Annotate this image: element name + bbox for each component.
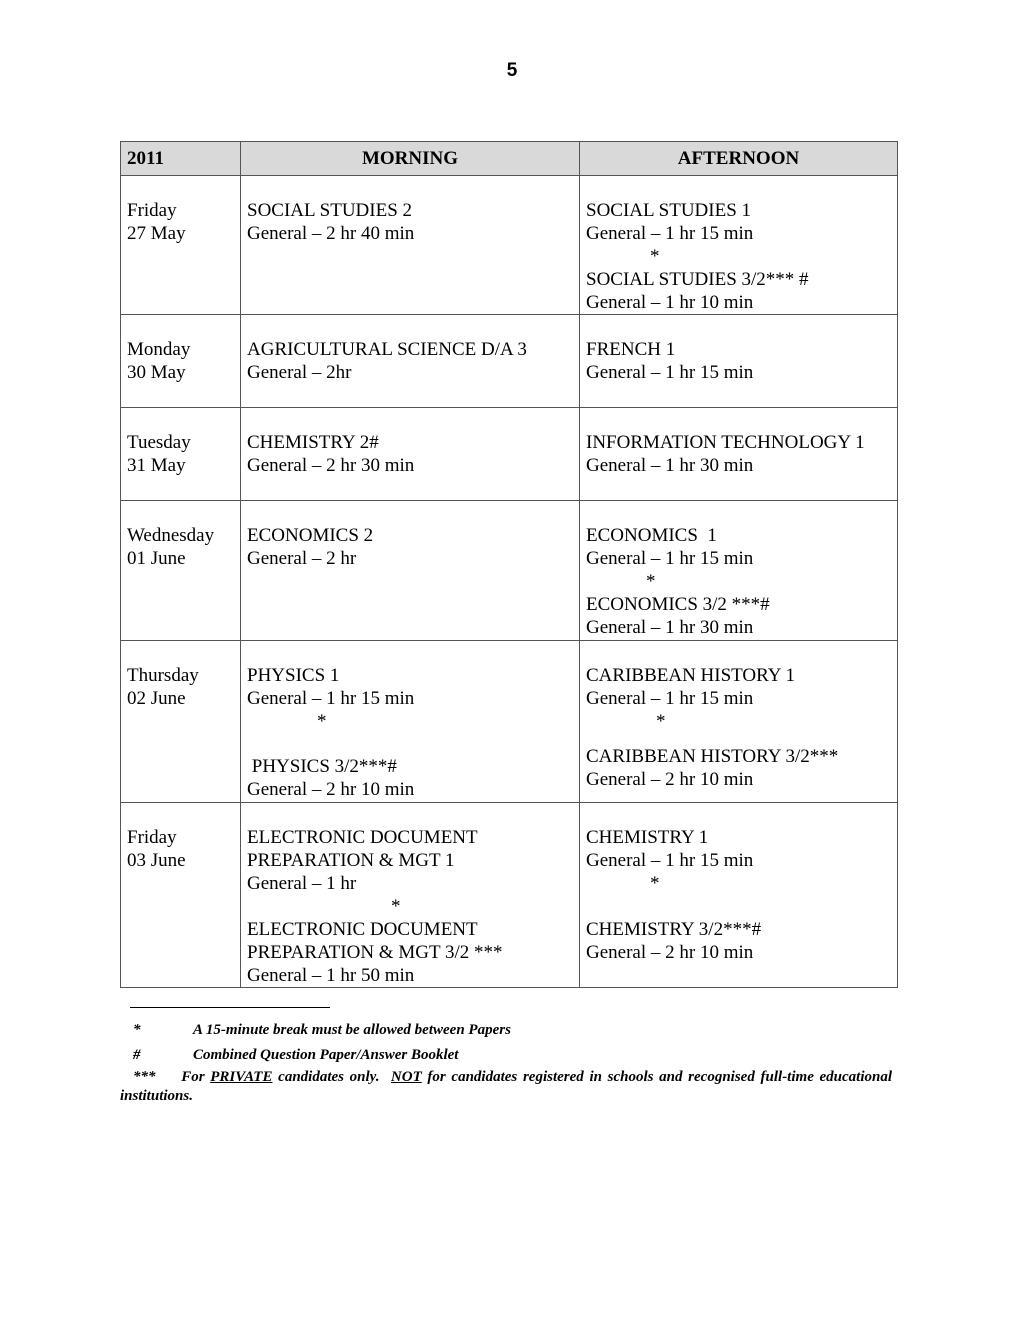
footnote-text: Combined Question Paper/Answer Booklet xyxy=(193,1047,459,1063)
morning-cell xyxy=(241,501,580,641)
day-date: 27 May xyxy=(127,223,186,244)
exam-subject: ELECTRONIC DOCUMENT xyxy=(247,919,478,940)
day-name: Thursday xyxy=(127,665,199,686)
footnote-symbol: * xyxy=(133,1022,141,1038)
day-cell xyxy=(121,641,241,803)
exam-duration: General – 1 hr 15 min xyxy=(586,548,754,569)
exam-subject: SOCIAL STUDIES 1 xyxy=(586,200,752,221)
exam-duration: General – 1 hr 15 min xyxy=(247,688,415,709)
day-name: Monday xyxy=(127,339,191,360)
break-marker: * xyxy=(317,711,327,732)
exam-subject: CARIBBEAN HISTORY 1 xyxy=(586,665,796,686)
exam-subject: ECONOMICS 3/2 ***# xyxy=(586,594,770,615)
page-number: 5 xyxy=(506,60,518,81)
break-marker: * xyxy=(391,896,401,917)
day-name: Tuesday xyxy=(127,432,191,453)
afternoon-cell xyxy=(580,176,898,315)
header-year: 2011 xyxy=(121,142,241,176)
footnote-emphasis: NOT xyxy=(390,1069,422,1085)
day-cell xyxy=(121,501,241,641)
footnote-private xyxy=(120,1068,892,1106)
footnotes xyxy=(120,1000,892,1106)
exam-duration: General – 2 hr 10 min xyxy=(586,942,754,963)
afternoon-cell xyxy=(580,641,898,803)
morning-cell xyxy=(241,408,580,501)
morning-cell xyxy=(241,641,580,803)
table-row xyxy=(121,176,898,315)
exam-duration: General – 1 hr 15 min xyxy=(586,223,754,244)
break-marker: * xyxy=(650,246,660,267)
table-row xyxy=(121,803,898,988)
afternoon-cell xyxy=(580,408,898,501)
day-cell xyxy=(121,176,241,315)
exam-duration: General – 2hr xyxy=(247,362,352,383)
day-date: 01 June xyxy=(127,548,186,569)
exam-subject: CHEMISTRY 3/2***# xyxy=(586,919,762,940)
exam-duration: General – 2 hr 30 min xyxy=(247,455,415,476)
footnote-text: for candidates registered in schools and recognised full-time educational institutions. xyxy=(120,1069,893,1104)
exam-duration: General – 1 hr 15 min xyxy=(586,688,754,709)
footnote-combined xyxy=(120,1043,892,1068)
exam-subject: CHEMISTRY 2# xyxy=(247,432,379,453)
day-name: Wednesday xyxy=(127,525,215,546)
exam-duration: General – 2 hr xyxy=(247,548,357,569)
table-row xyxy=(121,315,898,408)
exam-timetable xyxy=(120,141,898,988)
footnote-symbol: *** xyxy=(133,1069,156,1085)
exam-subject: PREPARATION & MGT 1 xyxy=(247,850,455,871)
day-date: 03 June xyxy=(127,850,186,871)
footnote-symbol: # xyxy=(133,1047,141,1063)
footnote-text: candidates only. xyxy=(278,1069,380,1085)
footnote-break xyxy=(120,1018,892,1043)
footnote-text: For xyxy=(181,1069,205,1085)
morning-cell xyxy=(241,315,580,408)
afternoon-cell xyxy=(580,803,898,988)
day-cell xyxy=(121,315,241,408)
exam-subject: PHYSICS 3/2***# xyxy=(247,756,397,777)
footnote-text: A 15-minute break must be allowed between Papers xyxy=(193,1022,511,1038)
header-afternoon: AFTERNOON xyxy=(580,142,898,176)
table-row xyxy=(121,641,898,803)
day-name: Friday xyxy=(127,827,177,848)
day-name: Friday xyxy=(127,200,177,221)
table-row xyxy=(121,408,898,501)
spacer xyxy=(247,733,573,755)
day-cell xyxy=(121,408,241,501)
afternoon-cell xyxy=(580,315,898,408)
exam-subject: CHEMISTRY 1 xyxy=(586,827,709,848)
day-date: 31 May xyxy=(127,455,186,476)
afternoon-cell xyxy=(580,501,898,641)
day-date: 02 June xyxy=(127,688,186,709)
exam-subject: SOCIAL STUDIES 2 xyxy=(247,200,413,221)
exam-duration: General – 1 hr 10 min xyxy=(586,292,754,313)
break-marker: * xyxy=(650,873,660,894)
exam-subject: ELECTRONIC DOCUMENT xyxy=(247,827,478,848)
exam-duration: General – 1 hr 50 min xyxy=(247,965,415,986)
exam-subject: AGRICULTURAL SCIENCE D/A 3 xyxy=(247,339,527,360)
exam-subject: PREPARATION & MGT 3/2 *** xyxy=(247,942,503,963)
day-date: 30 May xyxy=(127,362,186,383)
exam-subject: CARIBBEAN HISTORY 3/2*** xyxy=(586,746,839,767)
break-marker: * xyxy=(646,571,656,592)
morning-cell xyxy=(241,176,580,315)
day-cell xyxy=(121,803,241,988)
table-row xyxy=(121,501,898,641)
exam-duration: General – 2 hr 10 min xyxy=(247,779,415,800)
spacer xyxy=(586,895,891,918)
morning-cell xyxy=(241,803,580,988)
footnote-rule xyxy=(130,1007,330,1008)
exam-duration: General – 2 hr 10 min xyxy=(586,769,754,790)
header-morning: MORNING xyxy=(241,142,580,176)
table-header-row xyxy=(121,142,898,176)
exam-subject: INFORMATION TECHNOLOGY 1 xyxy=(586,432,865,453)
exam-subject: SOCIAL STUDIES 3/2*** # xyxy=(586,269,809,290)
exam-duration: General – 1 hr 30 min xyxy=(586,455,754,476)
exam-duration: General – 1 hr 15 min xyxy=(586,362,754,383)
exam-subject: PHYSICS 1 xyxy=(247,665,340,686)
exam-subject: ECONOMICS 1 xyxy=(586,525,717,546)
break-marker: * xyxy=(656,711,666,732)
footnote-emphasis: PRIVATE xyxy=(210,1069,273,1085)
exam-duration: General – 1 hr 30 min xyxy=(586,617,754,638)
exam-duration: General – 2 hr 40 min xyxy=(247,223,415,244)
exam-duration: General – 1 hr xyxy=(247,873,357,894)
spacer xyxy=(586,733,891,745)
exam-subject: ECONOMICS 2 xyxy=(247,525,374,546)
exam-duration: General – 1 hr 15 min xyxy=(586,850,754,871)
exam-subject: FRENCH 1 xyxy=(586,339,676,360)
